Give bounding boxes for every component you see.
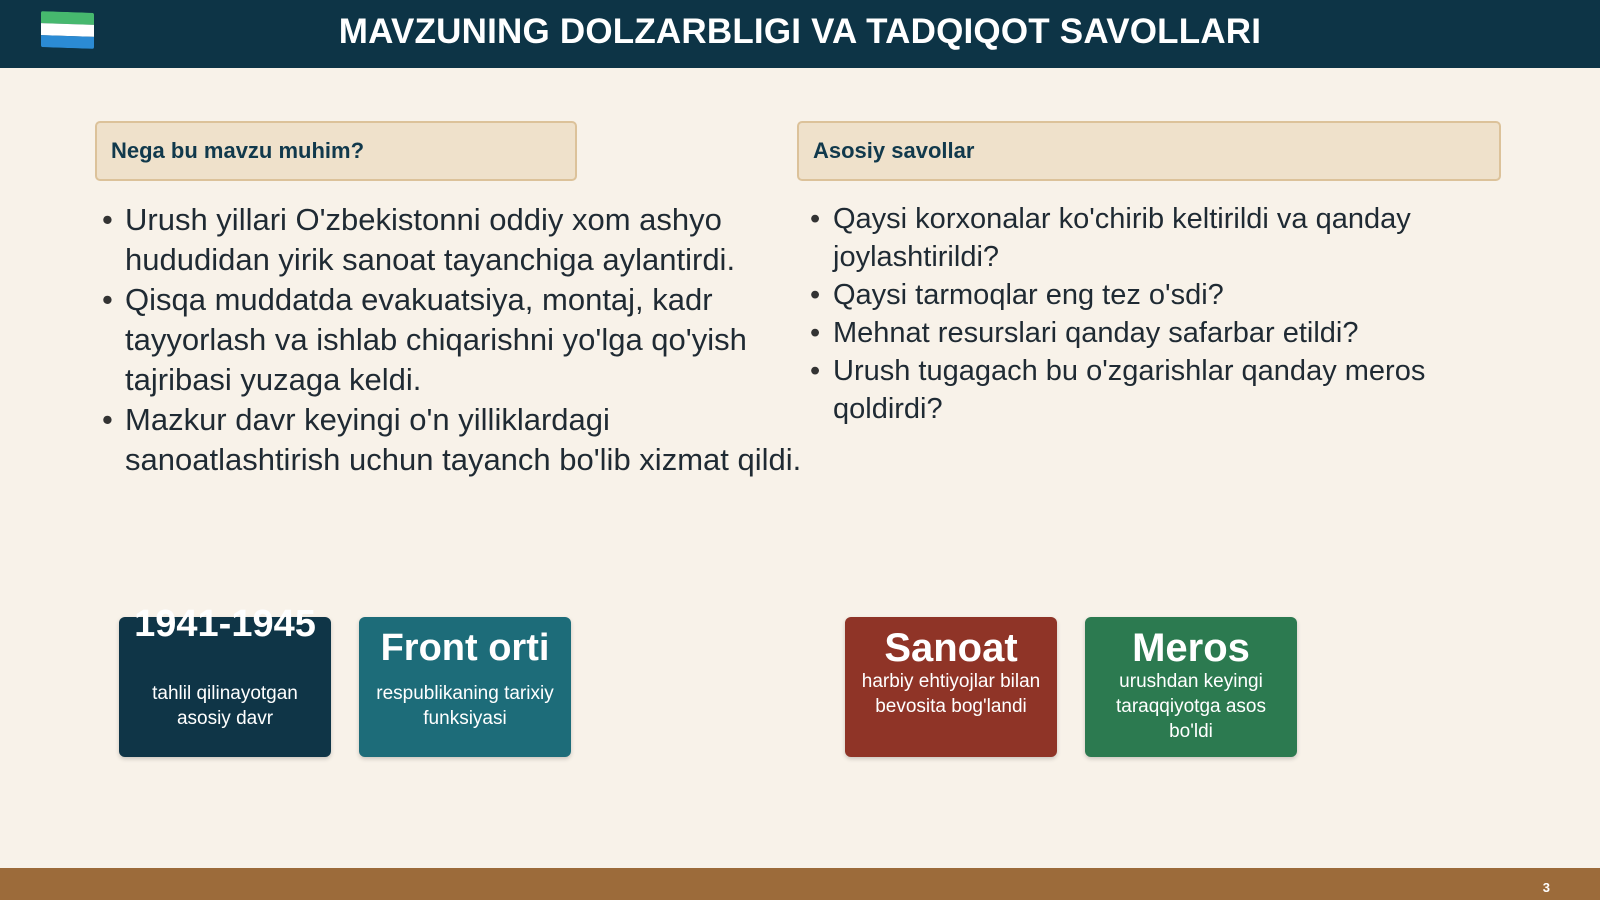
page-number: 3 — [1542, 880, 1550, 895]
slide-title: MAVZUNING DOLZARBLIGI VA TADQIQOT SAVOLLARI — [338, 12, 1262, 51]
bullet-item: • Mehnat resurslari qanday safarbar etildi? — [810, 314, 1510, 352]
stat-card-front — [359, 617, 571, 757]
stat-card-caption: tahlil qilinayotgan asosiy davr — [152, 683, 298, 729]
stat-card-value: 1941-1945 — [134, 603, 316, 645]
bullet-item: • Qisqa muddatda evakuatsiya, montaj, kadr tayyorlash va ishlab chiqarishni yo'lga qo'yish tajribasi yuzaga keldi. — [102, 280, 802, 400]
bullet-item: • Urush yillari O'zbekistonni oddiy xom ashyo hududidan yirik sanoat tayanchiga aylantirdi. — [102, 200, 802, 280]
section-heading-importance: Nega bu mavzu muhim? — [95, 121, 577, 181]
stat-card-value: Sanoat — [884, 626, 1018, 670]
stat-card-value: Front orti — [380, 627, 550, 669]
importance-bullet-list — [102, 200, 802, 480]
stat-card-industry — [845, 617, 1057, 757]
section-heading-questions: Asosiy savollar — [797, 121, 1501, 181]
bullet-item: • Qaysi tarmoqlar eng tez o'sdi? — [810, 276, 1510, 314]
stat-card-legacy — [1085, 617, 1297, 757]
stat-card-period — [119, 603, 331, 757]
bullet-item: • Qaysi korxonalar ko'chirib keltirildi va qanday joylashtirildi? — [810, 200, 1510, 276]
questions-bullet-list — [810, 200, 1510, 428]
stat-card-caption: harbiy ehtiyojlar bilan bevosita bog'landi — [861, 671, 1041, 717]
stat-card-caption: urushdan keyingi taraqqiyotga asos bo'ldi — [1116, 671, 1266, 742]
footer-bar — [0, 868, 1600, 900]
header-bar — [0, 0, 1600, 68]
stat-card-caption: respublikaning tarixiy funksiyasi — [376, 683, 554, 729]
stat-card-value: Meros — [1132, 626, 1250, 670]
bullet-item: • Mazkur davr keyingi o'n yilliklardagi sanoatlashtirish uchun tayanch bo'lib xizmat qildi. — [102, 400, 802, 480]
bullet-item: • Urush tugagach bu o'zgarishlar qanday meros qoldirdi? — [810, 352, 1510, 428]
